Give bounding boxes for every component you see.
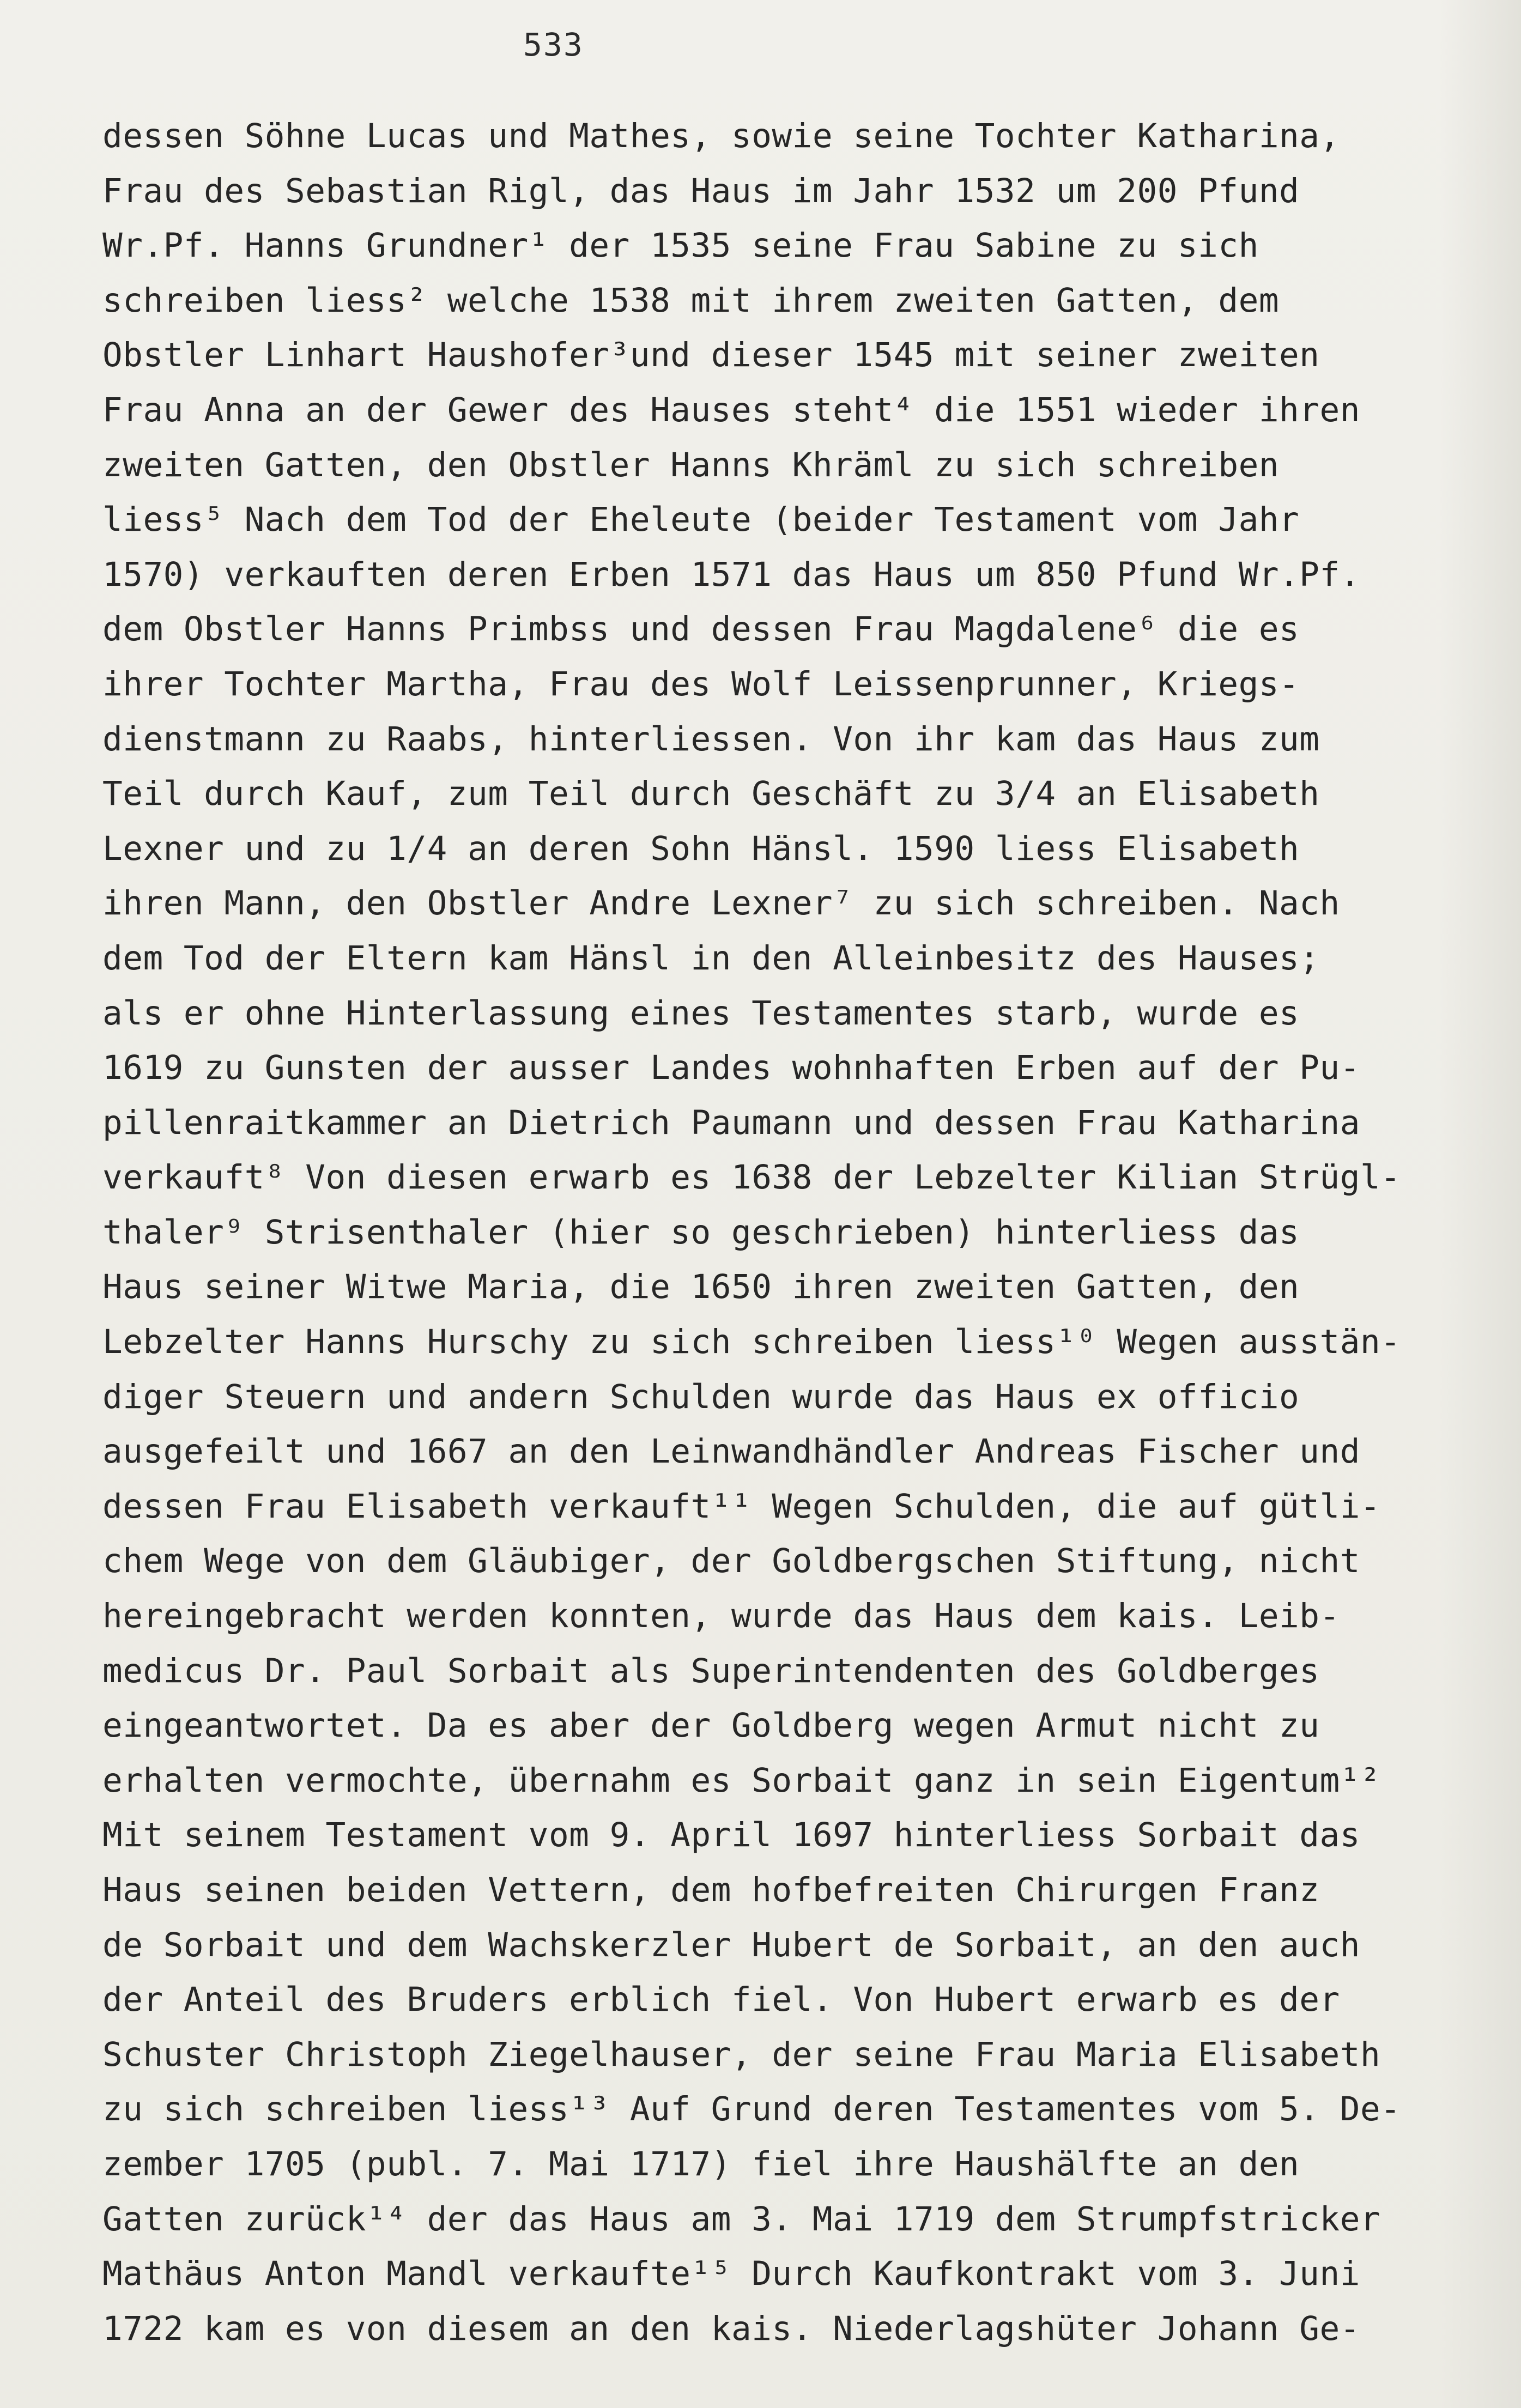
text-line: 1619 zu Gunsten der ausser Landes wohnhaften Erben auf der Pu-	[102, 1048, 1360, 1088]
text-line: Wr.Pf. Hanns Grundner¹ der 1535 seine Frau Sabine zu sich	[102, 226, 1259, 265]
text-line: Haus seiner Witwe Maria, die 1650 ihren zweiten Gatten, den	[102, 1267, 1300, 1307]
text-line: 1722 kam es von diesem an den kais. Niederlagshüter Johann Ge-	[102, 2309, 1360, 2348]
text-line: Obstler Linhart Haushofer³und dieser 1545 mit seiner zweiten	[102, 336, 1320, 375]
text-line: dem Obstler Hanns Primbss und dessen Frau Magdalene⁶ die es	[102, 610, 1300, 649]
text-line: dienstmann zu Raabs, hinterliessen. Von ihr kam das Haus zum	[102, 719, 1320, 759]
text-line: liess⁵ Nach dem Tod der Eheleute (beider Testament vom Jahr	[102, 500, 1300, 539]
text-line: hereingebracht werden konnten, wurde das Haus dem kais. Leib-	[102, 1597, 1340, 1636]
text-line: de Sorbait und dem Wachskerzler Hubert de Sorbait, an den auch	[102, 1925, 1360, 1964]
text-line: erhalten vermochte, übernahm es Sorbait ganz in sein Eigentum¹²	[102, 1761, 1381, 1800]
text-line: eingeantwortet. Da es aber der Goldberg wegen Armut nicht zu	[102, 1706, 1320, 1745]
text-line: Mathäus Anton Mandl verkaufte¹⁵ Durch Kaufkontrakt vom 3. Juni	[102, 2254, 1360, 2294]
text-line: diger Steuern und andern Schulden wurde das Haus ex officio	[102, 1377, 1300, 1416]
text-line: als er ohne Hinterlassung eines Testamentes starb, wurde es	[102, 993, 1300, 1033]
body-text	[102, 109, 1508, 2356]
text-line: 1570) verkauften deren Erben 1571 das Haus um 850 Pfund Wr.Pf.	[102, 555, 1360, 594]
text-line: schreiben liess² welche 1538 mit ihrem zweiten Gatten, dem	[102, 281, 1280, 320]
text-line: Gatten zurück¹⁴ der das Haus am 3. Mai 1719 dem Strumpfstricker	[102, 2199, 1381, 2239]
text-line: zu sich schreiben liess¹³ Auf Grund deren Testamentes vom 5. De-	[102, 2090, 1401, 2129]
text-line: ausgefeilt und 1667 an den Leinwandhändler Andreas Fischer und	[102, 1432, 1360, 1471]
text-line: chem Wege von dem Gläubiger, der Goldbergschen Stiftung, nicht	[102, 1542, 1360, 1581]
text-line: medicus Dr. Paul Sorbait als Superintendenten des Goldberges	[102, 1651, 1320, 1690]
text-line: zember 1705 (publ. 7. Mai 1717) fiel ihre Haushälfte an den	[102, 2144, 1300, 2183]
page-number: 533	[523, 26, 584, 63]
text-line: zweiten Gatten, den Obstler Hanns Khräml zu sich schreiben	[102, 445, 1280, 484]
text-line: dem Tod der Eltern kam Hänsl in den Alleinbesitz des Hauses;	[102, 938, 1320, 978]
text-line: der Anteil des Bruders erblich fiel. Von Hubert erwarb es der	[102, 1980, 1340, 2019]
text-line: Teil durch Kauf, zum Teil durch Geschäft zu 3/4 an Elisabeth	[102, 774, 1320, 814]
text-line: ihren Mann, den Obstler Andre Lexner⁷ zu sich schreiben. Nach	[102, 884, 1340, 923]
text-line: Lebzelter Hanns Hurschy zu sich schreiben liess¹⁰ Wegen ausstän-	[102, 1323, 1401, 1362]
text-line: Schuster Christoph Ziegelhauser, der seine Frau Maria Elisabeth	[102, 2035, 1381, 2074]
text-line: Frau des Sebastian Rigl, das Haus im Jahr 1532 um 200 Pfund	[102, 171, 1300, 210]
text-line: Lexner und zu 1/4 an deren Sohn Hänsl. 1590 liess Elisabeth	[102, 829, 1300, 868]
text-line: Haus seinen beiden Vettern, dem hofbefreiten Chirurgen Franz	[102, 1871, 1320, 1909]
text-line: dessen Frau Elisabeth verkauft¹¹ Wegen Schulden, die auf gütli-	[102, 1487, 1381, 1526]
text-line: verkauft⁸ Von diesen erwarb es 1638 der Lebzelter Kilian Strügl-	[102, 1158, 1401, 1197]
text-line: Frau Anna an der Gewer des Hauses steht⁴ die 1551 wieder ihren	[102, 390, 1360, 429]
text-line: thaler⁹ Strisenthaler (hier so geschrieben) hinterliess das	[102, 1212, 1300, 1252]
text-line: ihrer Tochter Martha, Frau des Wolf Leissenprunner, Kriegs-	[102, 664, 1300, 703]
text-line: pillenraitkammer an Dietrich Paumann und dessen Frau Katharina	[102, 1103, 1360, 1142]
text-line: dessen Söhne Lucas und Mathes, sowie seine Tochter Katharina,	[102, 117, 1340, 155]
text-line: Mit seinem Testament vom 9. April 1697 hinterliess Sorbait das	[102, 1816, 1360, 1855]
